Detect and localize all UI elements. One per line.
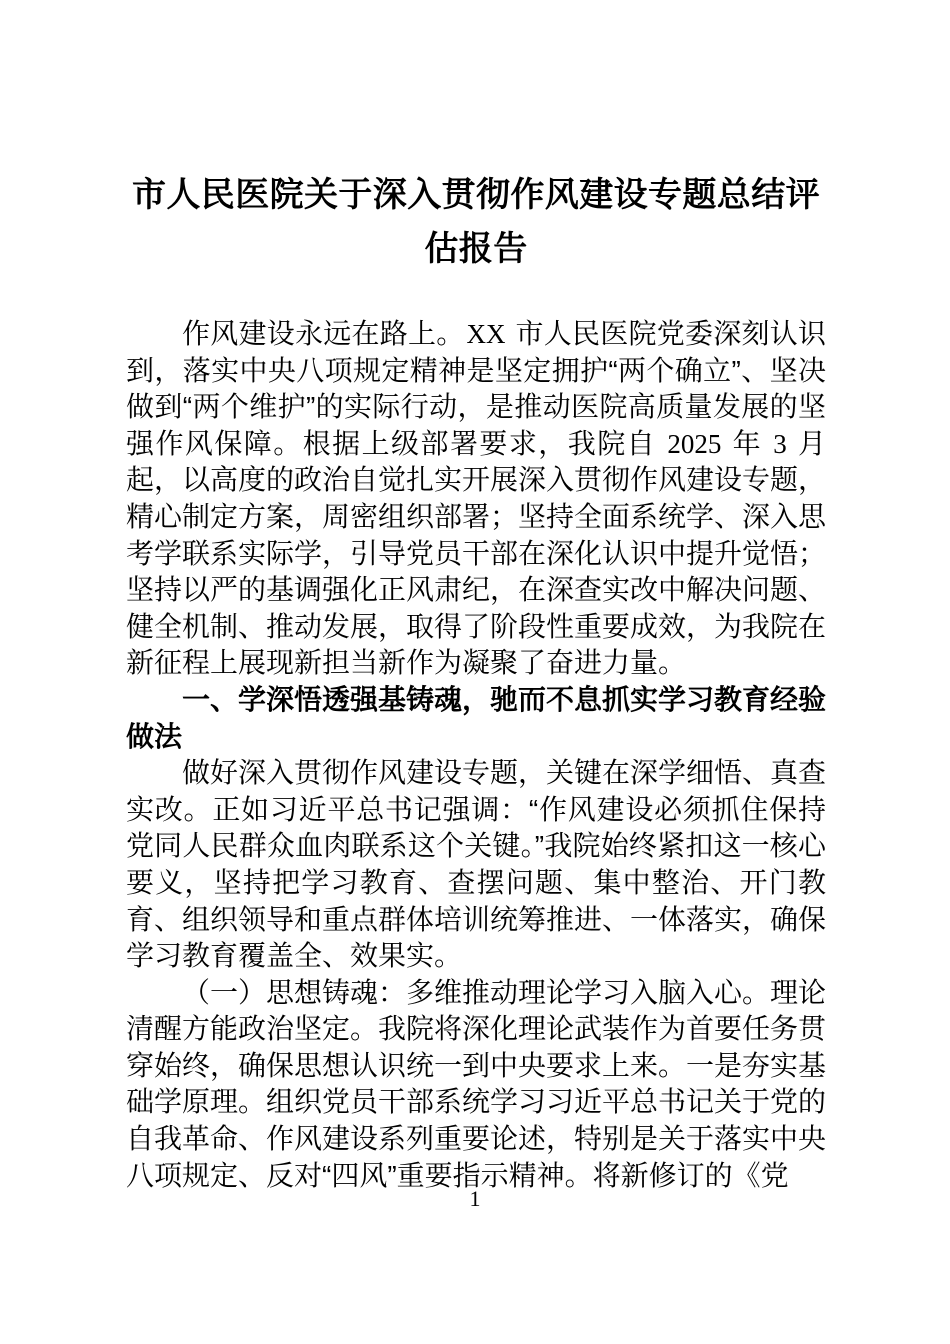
page-number: 1 (469, 1186, 481, 1211)
paragraph-3: （一）思想铸魂：多维推动理论学习入脑入心。理论清醒方能政治坚定。我院将深化理论武装作为首要任务贯穿始终，确保思想认识统一到中央要求上来。一是夯实基础学原理。组织党员干部系统学习习近平总书记关于党的自我革命、作风建设系列重要论述，特别是关于落实中央八项规定、反对“四风”重要指示精神。将新修订的《党 (126, 976, 827, 1191)
paragraph-1: 作风建设永远在路上。XX 市人民医院党委深刻认识到，落实中央八项规定精神是坚定拥护“两个确立”、坚决做到“两个维护”的实际行动，是推动医院高质量发展的坚强作风保障。根据上级部署要求，我院自 2025 年 3 月起，以高度的政治自觉扎实开展深入贯彻作风建设专题，精心制定方案，周密组织部署；坚持全面系统学、深入思考学联系实际学，引导党员干部在深化认识中提升觉悟；坚持以严的基调强化正风肃纪，在深查实改中解决问题、健全机制、推动发展，取得了阶段性重要成效，为我院在新征程上展现新担当新作为凝聚了奋进力量。 (126, 318, 827, 679)
latin-run: XX (466, 319, 506, 349)
section-heading-1: 一、学深悟透强基铸魂，驰而不息抓实学习教育经验做法 (126, 683, 827, 752)
latin-run: 3 (773, 428, 787, 459)
paragraph-2: 做好深入贯彻作风建设专题，关键在深学细悟、真查实改。正如习近平总书记强调：“作风建设必须抓住保持党同人民群众血肉联系这个关键。”我院始终紧扣这一核心要义，坚持把学习教育、查摆问题、集中整治、开门教育、组织领导和重点群体培训统筹推进、一体落实，确保学习教育覆盖全、效果实。 (126, 757, 827, 972)
document-body (126, 0, 826, 1194)
latin-run: 2025 (667, 428, 722, 459)
page-title: 市人民医院关于深入贯彻作风建设专题总结评估报告 (132, 176, 820, 268)
